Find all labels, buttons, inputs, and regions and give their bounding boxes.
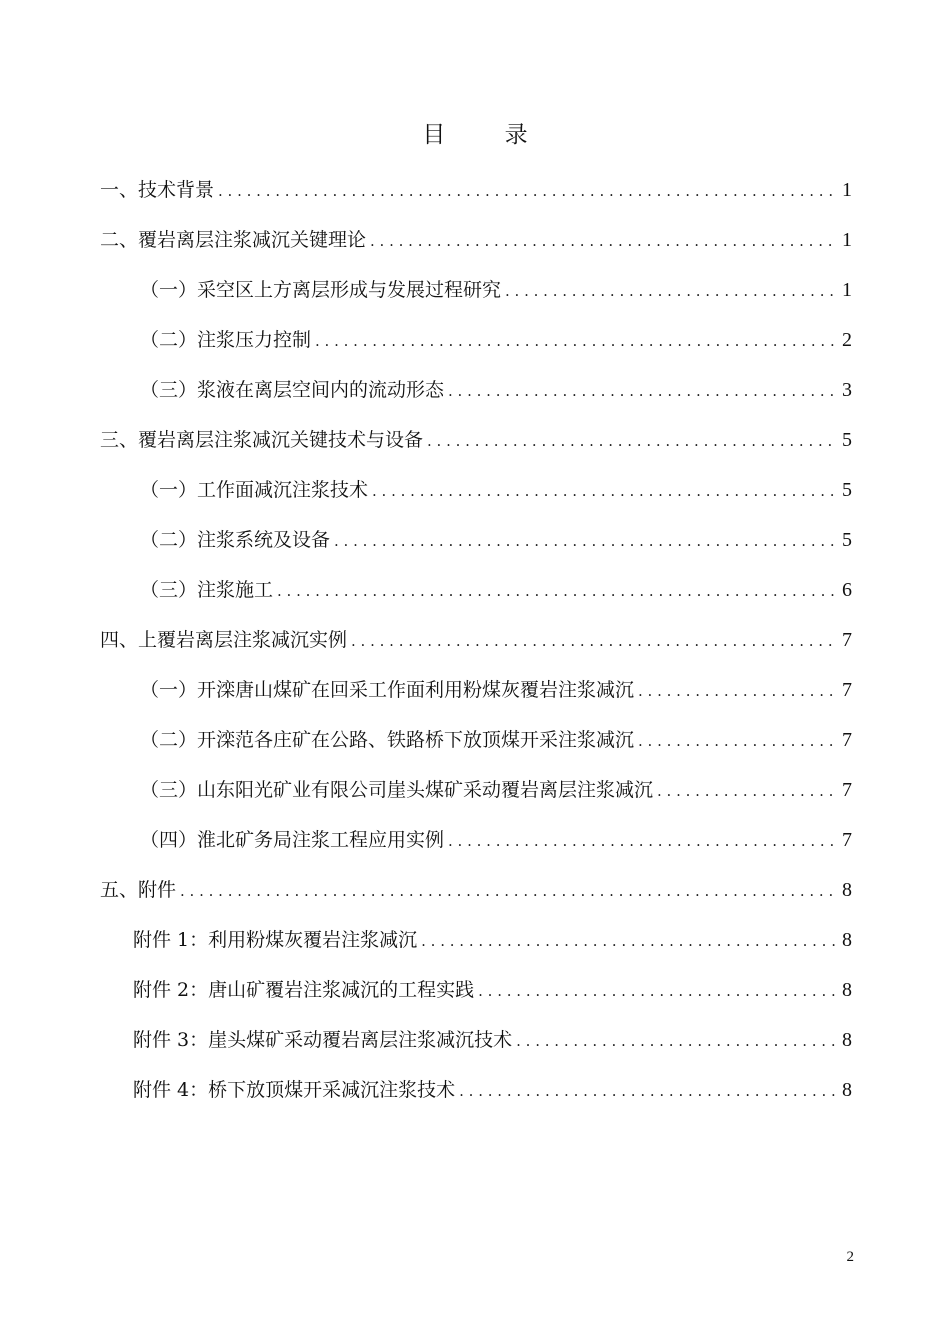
toc-entry-page: 1	[842, 279, 852, 301]
toc-entry[interactable]	[100, 765, 852, 815]
table-of-contents	[100, 165, 852, 1115]
toc-entry-text: 附件 3：崖头煤矿采动覆岩离层注浆减沉技术	[133, 1028, 513, 1051]
toc-entry[interactable]	[100, 415, 852, 465]
toc-entry-page: 8	[842, 929, 852, 951]
toc-leader-dots	[315, 334, 836, 349]
toc-entry[interactable]	[100, 465, 852, 515]
toc-entry-text: （三）浆液在离层空间内的流动形态	[140, 378, 445, 401]
toc-entry-page: 8	[842, 1079, 852, 1101]
toc-entry[interactable]	[100, 215, 852, 265]
toc-entry-text: （三）山东阳光矿业有限公司崖头煤矿采动覆岩离层注浆减沉	[140, 778, 654, 801]
toc-entry-page: 3	[842, 379, 852, 401]
toc-entry[interactable]	[100, 815, 852, 865]
toc-entry-text: （二）注浆系统及设备	[140, 528, 331, 551]
toc-entry[interactable]	[100, 365, 852, 415]
toc-entry-text: （一）工作面减沉注浆技术	[140, 478, 369, 501]
toc-leader-dots	[459, 1084, 836, 1099]
toc-leader-dots	[421, 934, 836, 949]
toc-leader-dots	[180, 884, 836, 899]
toc-entry-text: （二）开滦范各庄矿在公路、铁路桥下放顶煤开采注浆减沉	[140, 728, 635, 751]
toc-leader-dots	[657, 784, 836, 799]
toc-entry-page: 8	[842, 1029, 852, 1051]
toc-leader-dots	[372, 484, 836, 499]
toc-entry-page: 7	[842, 679, 852, 701]
page-number: 2	[846, 1249, 854, 1265]
toc-entry-page: 8	[842, 979, 852, 1001]
toc-entry-page: 5	[842, 479, 852, 501]
toc-entry-page: 1	[842, 179, 852, 201]
toc-entry[interactable]	[100, 915, 852, 965]
toc-leader-dots	[218, 184, 836, 199]
toc-entry-text: （四）淮北矿务局注浆工程应用实例	[140, 828, 445, 851]
toc-leader-dots	[427, 434, 836, 449]
toc-entry-page: 5	[842, 529, 852, 551]
toc-entry-page: 8	[842, 879, 852, 901]
toc-entry[interactable]	[100, 315, 852, 365]
toc-entry[interactable]	[100, 665, 852, 715]
toc-entry-page: 7	[842, 729, 852, 751]
toc-entry[interactable]	[100, 615, 852, 665]
toc-entry[interactable]	[100, 515, 852, 565]
toc-entry[interactable]	[100, 265, 852, 315]
toc-entry[interactable]	[100, 1015, 852, 1065]
page-title: 目 录	[422, 122, 554, 148]
toc-entry-text: （三）注浆施工	[140, 578, 274, 601]
toc-entry-page: 7	[842, 629, 852, 651]
toc-leader-dots	[277, 584, 836, 599]
toc-entry-page: 5	[842, 429, 852, 451]
toc-leader-dots	[505, 284, 836, 299]
toc-entry-text: （一）采空区上方离层形成与发展过程研究	[140, 278, 502, 301]
toc-entry-page: 1	[842, 229, 852, 251]
toc-entry-text: （二）注浆压力控制	[140, 328, 312, 351]
toc-leader-dots	[351, 634, 836, 649]
toc-leader-dots	[334, 534, 836, 549]
toc-entry[interactable]	[100, 1065, 852, 1115]
toc-leader-dots	[370, 234, 836, 249]
toc-leader-dots	[638, 734, 836, 749]
toc-entry-text: 三、覆岩离层注浆减沉关键技术与设备	[100, 428, 424, 451]
toc-leader-dots	[478, 984, 836, 999]
toc-entry-text: 五、附件	[100, 878, 177, 901]
toc-entry[interactable]	[100, 565, 852, 615]
toc-entry-page: 7	[842, 779, 852, 801]
toc-entry[interactable]	[100, 165, 852, 215]
toc-entry[interactable]	[100, 865, 852, 915]
toc-entry-text: 二、覆岩离层注浆减沉关键理论	[100, 228, 367, 251]
toc-leader-dots	[448, 384, 836, 399]
toc-entry-page: 6	[842, 579, 852, 601]
toc-entry-text: 一、技术背景	[100, 178, 215, 201]
toc-leader-dots	[638, 684, 836, 699]
toc-entry[interactable]	[100, 965, 852, 1015]
toc-entry-page: 7	[842, 829, 852, 851]
toc-leader-dots	[448, 834, 836, 849]
toc-entry-text: 附件 1：利用粉煤灰覆岩注浆减沉	[133, 928, 418, 951]
toc-entry-text: 四、上覆岩离层注浆减沉实例	[100, 628, 348, 651]
toc-entry-text: 附件 4：桥下放顶煤开采减沉注浆技术	[133, 1078, 456, 1101]
toc-entry-text: （一）开滦唐山煤矿在回采工作面利用粉煤灰覆岩注浆减沉	[140, 678, 635, 701]
toc-entry-text: 附件 2：唐山矿覆岩注浆减沉的工程实践	[133, 978, 475, 1001]
toc-entry-page: 2	[842, 329, 852, 351]
toc-entry[interactable]	[100, 715, 852, 765]
toc-leader-dots	[516, 1034, 836, 1049]
